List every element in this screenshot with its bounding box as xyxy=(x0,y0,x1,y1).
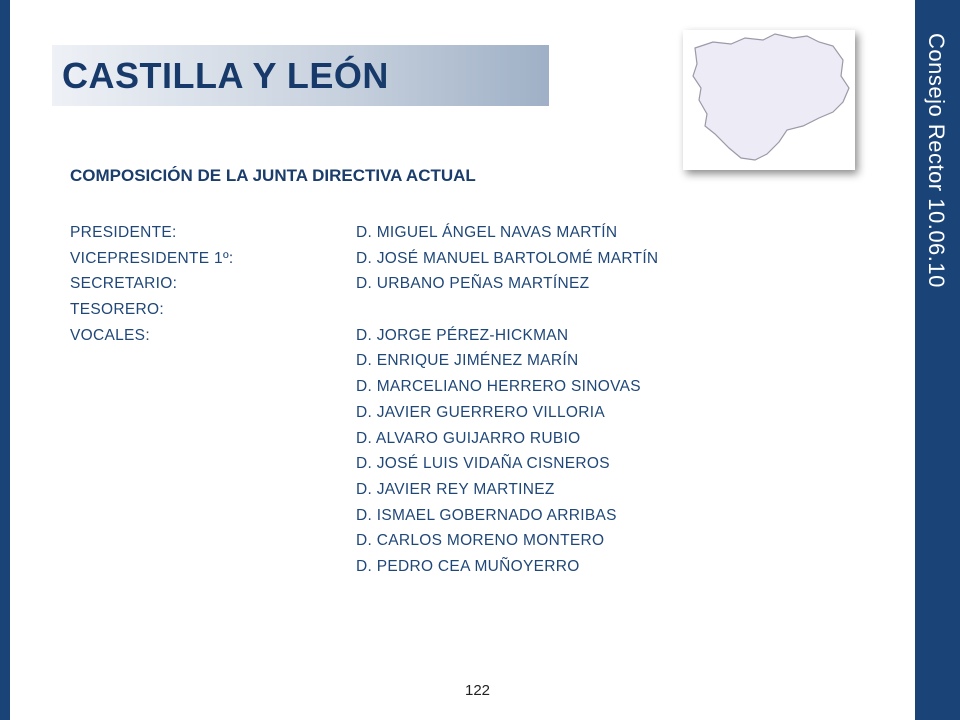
role-secretary: SECRETARIO: xyxy=(70,275,178,293)
member-name: D. CARLOS MORENO MONTERO xyxy=(356,532,605,550)
member-name: D. JAVIER REY MARTINEZ xyxy=(356,480,555,498)
region-shape xyxy=(693,34,849,160)
region-map-frame xyxy=(683,30,855,170)
role-vicepresident: VICEPRESIDENTE 1º: xyxy=(70,249,234,267)
page-number: 122 xyxy=(465,682,491,699)
member-name: D. MARCELIANO HERRERO SINOVAS xyxy=(356,378,641,396)
member-name: D. JAVIER GUERRERO VILLORIA xyxy=(356,403,605,421)
castilla-y-leon-map-icon xyxy=(683,30,855,170)
member-name: D. ISMAEL GOBERNADO ARRIBAS xyxy=(356,506,617,524)
page-title: CASTILLA Y LEÓN xyxy=(62,55,389,96)
title-band xyxy=(52,45,549,106)
role-members: VOCALES: xyxy=(70,326,150,344)
side-label-container xyxy=(915,0,960,720)
member-name: D. ENRIQUE JIMÉNEZ MARÍN xyxy=(356,352,579,370)
member-name: D. JOSÉ LUIS VIDAÑA CISNEROS xyxy=(356,455,610,473)
member-name: D. PEDRO CEA MUÑOYERRO xyxy=(356,557,580,575)
role-president: PRESIDENTE: xyxy=(70,224,177,241)
member-name: D. MIGUEL ÁNGEL NAVAS MARTÍN xyxy=(356,224,618,241)
board-heading: COMPOSICIÓN DE LA JUNTA DIRECTIVA ACTUAL xyxy=(70,166,476,185)
member-name: D. ALVARO GUIJARRO RUBIO xyxy=(356,429,581,447)
side-label: Consejo Rector 10.06.10 xyxy=(924,33,949,288)
member-name: D. URBANO PEÑAS MARTÍNEZ xyxy=(356,275,590,293)
left-frame-bar xyxy=(0,0,10,720)
member-name: D. JORGE PÉREZ-HICKMAN xyxy=(356,326,569,344)
member-list xyxy=(356,223,658,583)
member-name: D. JOSÉ MANUEL BARTOLOMÉ MARTÍN xyxy=(356,249,659,267)
member-name xyxy=(356,300,658,326)
role-list xyxy=(70,223,234,351)
role-treasurer: TESORERO: xyxy=(70,301,164,319)
